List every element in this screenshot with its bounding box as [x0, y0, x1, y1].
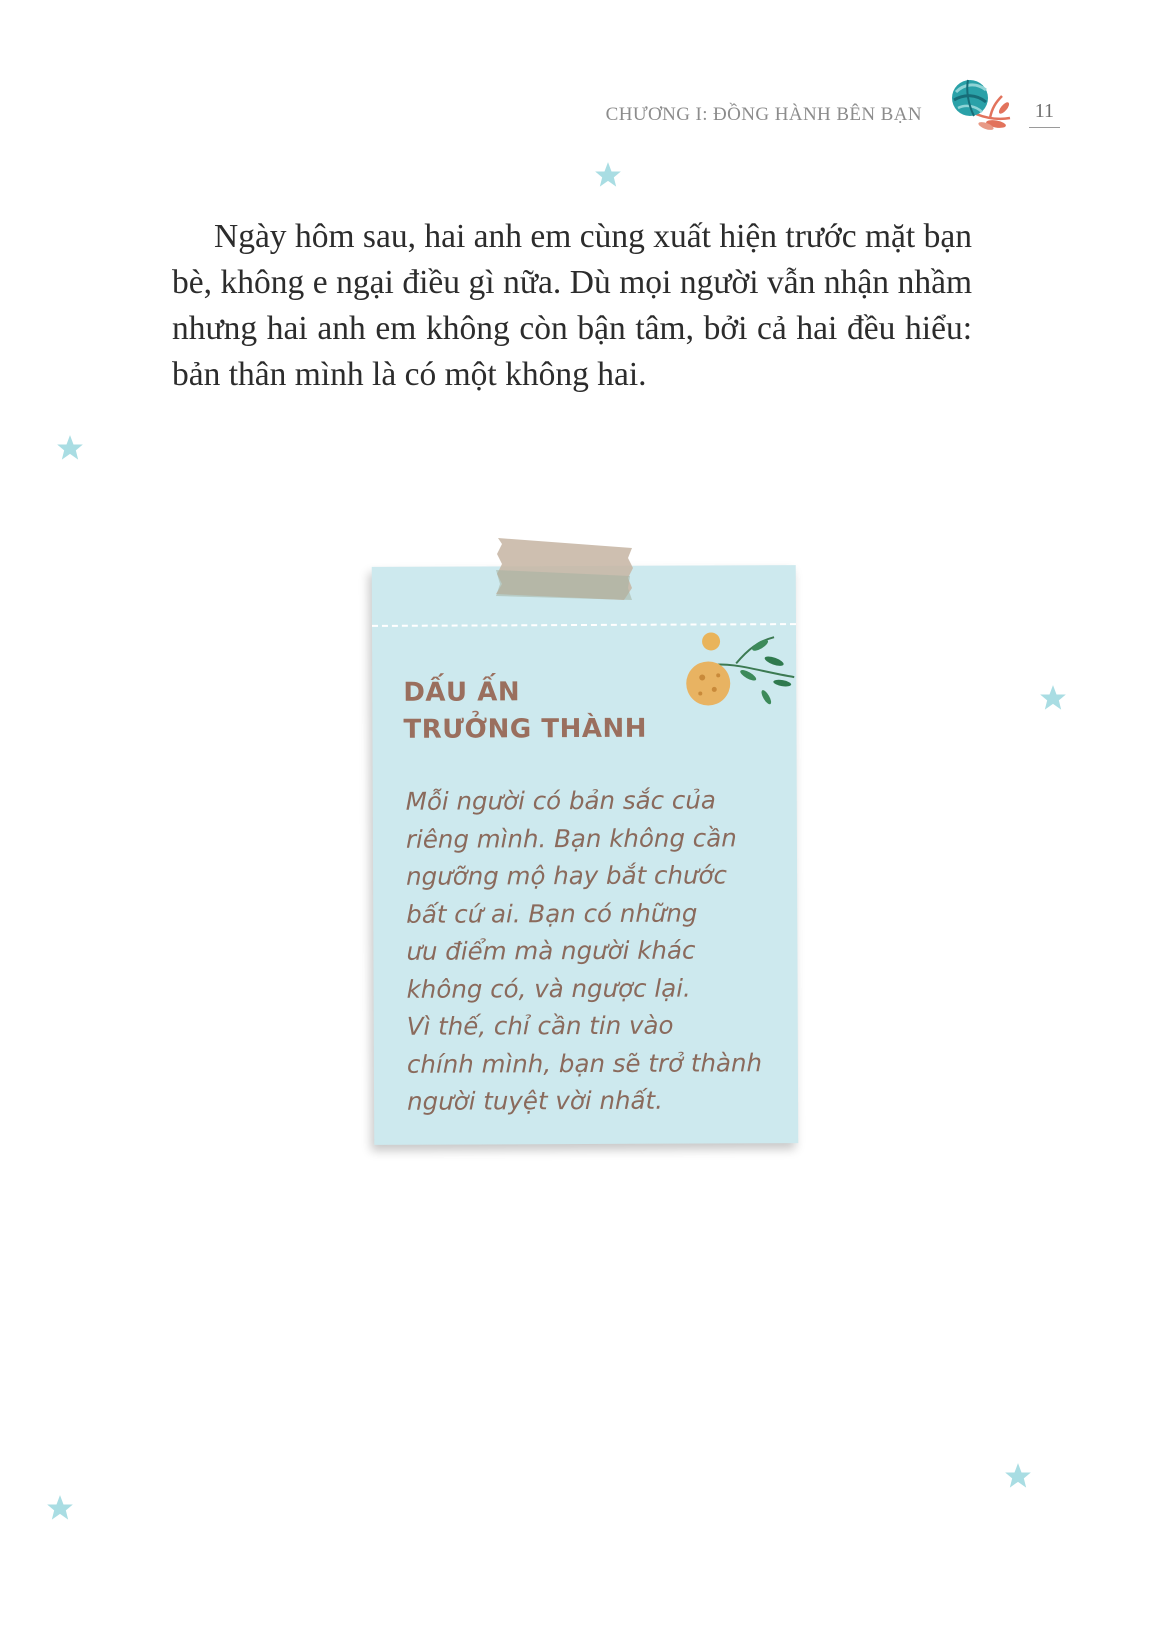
note-line: bất cứ ai. Bạn có những [406, 898, 698, 929]
note-title-line: DẤU ẤN [403, 677, 521, 708]
note-line: Mỗi người có bản sắc của [405, 785, 716, 816]
note-line: người tuyệt vời nhất. [407, 1085, 663, 1116]
star-icon [594, 161, 622, 189]
washi-tape-icon [494, 534, 636, 604]
note-line: riêng mình. Bạn không cần [405, 822, 737, 854]
star-icon [56, 434, 84, 462]
note-title-line: TRƯỞNG THÀNH [403, 713, 647, 745]
note-line: không có, và ngược lại. [406, 973, 691, 1004]
note-body [406, 781, 787, 1120]
dashed-divider [372, 623, 796, 627]
note-title [403, 674, 663, 749]
body-paragraph-text: Ngày hôm sau, hai anh em cùng xuất hiện trước mặt bạn bè, không e ngại điều gì nữa. Dù mọi người vẫn nhận nhầm nhưng hai anh em không còn bận tâm, bởi cả hai đều hiểu: bản thân mình là có một không hai. [172, 218, 972, 393]
note-line: ngưỡng mộ hay bắt chước [406, 860, 728, 891]
note-line: Vì thế, chỉ cần tin vào [406, 1010, 674, 1041]
star-icon [1039, 684, 1067, 712]
body-paragraph [172, 214, 972, 398]
note-line: chính mình, bạn sẽ trở thành [406, 1047, 763, 1079]
star-icon [1004, 1462, 1032, 1490]
star-icon [46, 1494, 74, 1522]
note-line: ưu điểm mà người khác [406, 935, 696, 966]
flower-leaf-icon [678, 631, 796, 722]
chapter-title: CHƯƠNG I: ĐỒNG HÀNH BÊN BẠN [605, 104, 922, 125]
sticky-note [372, 565, 799, 1145]
page-number: 11 [1029, 100, 1060, 128]
header-flower-icon [946, 74, 1016, 138]
